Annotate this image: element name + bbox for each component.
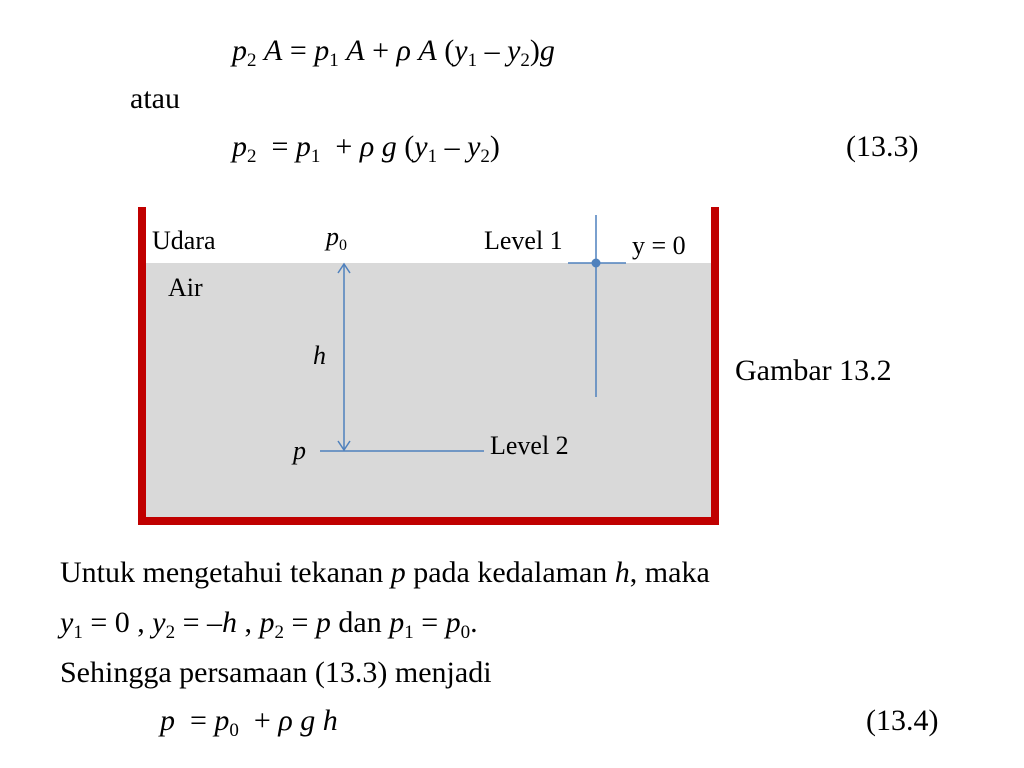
label-p0: $p_0$ — [326, 222, 347, 254]
label-y-zero: y = 0 — [632, 231, 686, 260]
equation-2: $p_2 = p_1 + \rho$ g $(y_1 - y_2)$ — [232, 130, 500, 167]
label-level-1: Level 1 — [484, 226, 563, 255]
label-air: Air — [168, 273, 203, 302]
label-p: p — [293, 436, 306, 465]
atau-text: atau — [130, 82, 180, 115]
water-region — [145, 263, 711, 521]
equation-3: $p = p_0 + \rho$ g h — [160, 704, 338, 741]
equation-number-13-4: (13.4) — [866, 704, 939, 737]
figure-caption: Gambar 13.2 — [735, 354, 892, 387]
label-h: h — [313, 341, 326, 370]
label-udara: Udara — [152, 226, 216, 255]
equation-number-13-3: (13.3) — [846, 130, 919, 163]
label-level-2: Level 2 — [490, 431, 569, 460]
paragraph-line-1: Untuk mengetahui tekanan p pada kedalaman h, maka — [60, 556, 710, 589]
equation-1: $p_2$ $A = p_1$ A + ρ A $(y_1 - y_2)g$ — [232, 34, 555, 71]
paragraph-line-2: $y_1 = 0$ , $y_2 = -h$ , $p_2 = p$ dan $p_1 = p_0$. — [60, 606, 478, 643]
origin-dot — [592, 259, 601, 268]
paragraph-line-3: Sehingga persamaan (13.3) menjadi — [60, 656, 492, 689]
